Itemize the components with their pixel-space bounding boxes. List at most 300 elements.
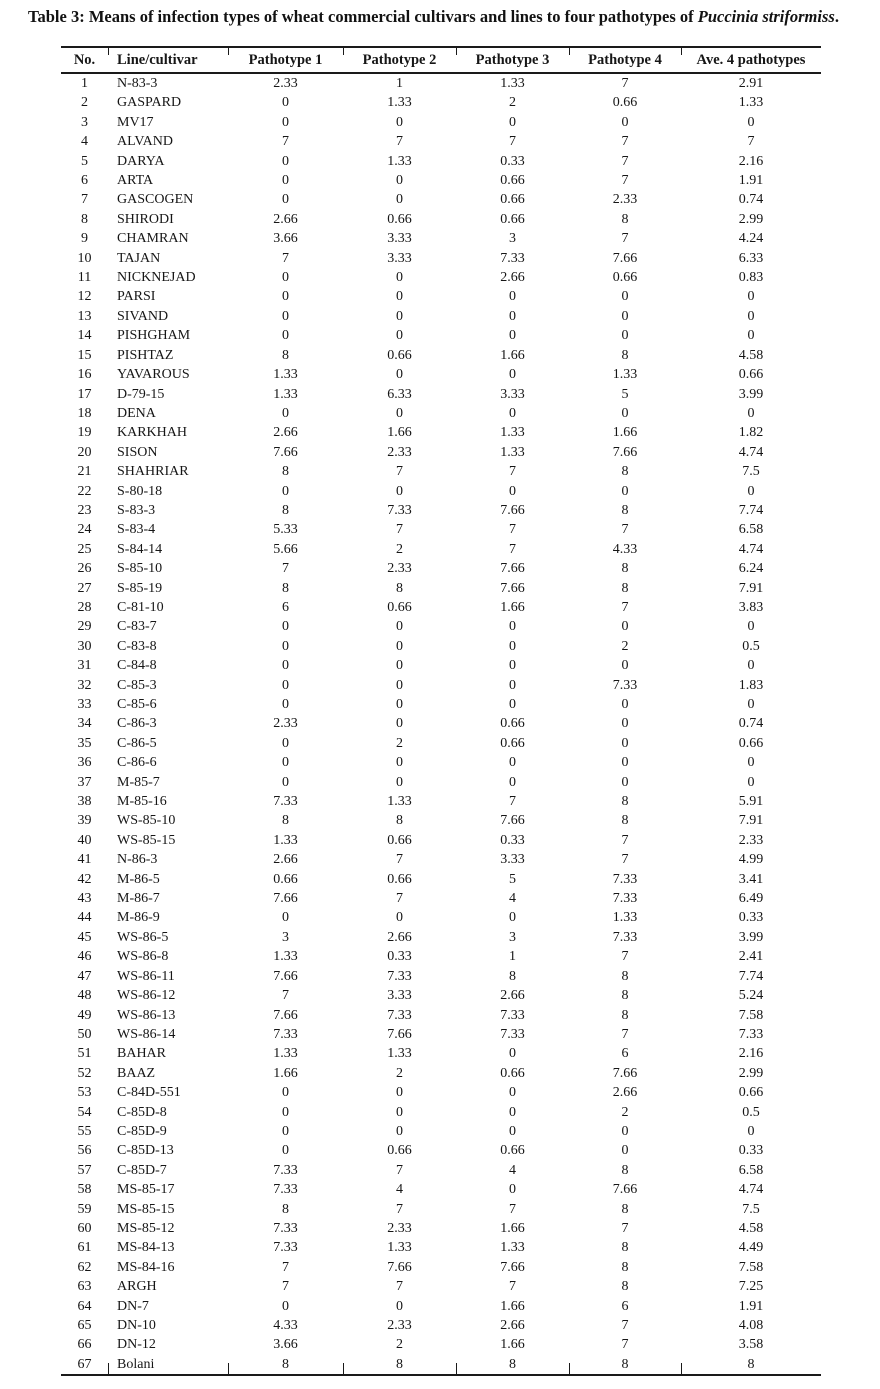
cell-pathotype-2: 8 (396, 580, 403, 596)
cell-pathotype-2: 0 (396, 114, 403, 130)
cell-pathotype-2: 1.33 (387, 1240, 412, 1256)
cell-ave-4-pathotypes: 6.24 (738, 561, 764, 577)
cell-ave-4-pathotypes: 2.99 (738, 211, 764, 227)
cell-pathotype-4: 8 (621, 1259, 629, 1275)
cell-pathotype-3: 0.66 (500, 211, 525, 227)
table-row (61, 579, 821, 598)
cell-no: 5 (81, 153, 88, 169)
cell-pathotype-2: 0 (396, 677, 403, 693)
cell-pathotype-1: 7.33 (273, 1220, 298, 1236)
cell-no: 18 (77, 405, 92, 421)
cell-pathotype-3: 1.66 (500, 1220, 525, 1236)
cell-no: 25 (77, 541, 92, 557)
cell-pathotype-3: 0 (509, 677, 516, 693)
table-row (61, 268, 821, 287)
cell-line-cultivar: M-86-9 (117, 910, 160, 926)
cell-pathotype-1: 8 (282, 502, 289, 518)
column-header-line-cultivar: Line/cultivar (108, 47, 228, 73)
cell-line-cultivar: ARTA (117, 173, 154, 189)
cell-pathotype-1: 7 (282, 561, 289, 577)
table-row (61, 210, 821, 229)
cell-ave-4-pathotypes: 2.16 (738, 1046, 764, 1062)
cell-ave-4-pathotypes: 2.91 (738, 76, 764, 91)
cell-pathotype-4: 0 (621, 289, 629, 305)
cell-ave-4-pathotypes: 0 (747, 114, 755, 130)
cell-pathotype-2: 8 (343, 1355, 456, 1375)
cell-pathotype-4: 8 (621, 813, 629, 829)
cell-pathotype-3: 1.66 (500, 347, 525, 363)
cell-line-cultivar: C-85-3 (117, 677, 157, 693)
table-row (61, 287, 821, 306)
cell-pathotype-1: 7 (282, 988, 289, 1004)
cell-no: 23 (77, 502, 92, 518)
cell-pathotype-2: 0.66 (387, 211, 412, 227)
column-header-pathotype-4: Pathotype 4 (569, 47, 681, 73)
table-row (61, 1335, 821, 1354)
cell-pathotype-2: 0 (396, 755, 403, 771)
cell-pathotype-2: 0 (396, 308, 403, 324)
cell-pathotype-1: 2.66 (273, 211, 298, 227)
cell-pathotype-2: 7.66 (387, 1026, 412, 1042)
cell-pathotype-4: 7.66 (612, 1065, 638, 1081)
column-header-pathotype-2: Pathotype 2 (343, 47, 456, 73)
cell-pathotype-1: 8 (282, 813, 289, 829)
cell-pathotype-4: 0 (621, 755, 629, 771)
cell-ave-4-pathotypes: 7.33 (738, 1026, 764, 1042)
table-row (61, 540, 821, 559)
cell-line-cultivar: MS-84-13 (117, 1240, 175, 1256)
cell-ave-4-pathotypes: 0 (747, 697, 755, 712)
cell-line-cultivar: GASCOGEN (117, 192, 194, 208)
cell-pathotype-1: 7 (282, 134, 289, 150)
cell-line-cultivar: WS-85-10 (117, 813, 176, 829)
cell-pathotype-1: 0 (282, 735, 289, 751)
cell-pathotype-4: 0 (621, 114, 629, 130)
cell-line-cultivar: WS-86-14 (117, 1026, 176, 1042)
cell-pathotype-3: 7.33 (500, 1007, 525, 1023)
cell-line-cultivar: TAJAN (117, 250, 161, 266)
cell-ave-4-pathotypes: 3.99 (738, 929, 764, 945)
cell-pathotype-3: 0 (509, 638, 516, 654)
cell-pathotype-3: 0 (509, 308, 516, 324)
cell-ave-4-pathotypes: 0.33 (738, 910, 764, 926)
table-row (61, 1219, 821, 1238)
cell-line-cultivar: PISHTAZ (117, 347, 174, 363)
cell-pathotype-1: 2.33 (273, 76, 298, 91)
cell-line-cultivar: YAVAROUS (117, 367, 190, 383)
cell-pathotype-3: 0.66 (500, 1143, 525, 1159)
cell-pathotype-2: 0 (396, 697, 403, 712)
cell-line-cultivar: WS-86-11 (117, 968, 175, 984)
cell-no: 59 (77, 1201, 92, 1217)
cell-pathotype-2: 7.66 (387, 1259, 412, 1275)
cell-line-cultivar: MS-85-17 (117, 1182, 175, 1198)
cell-ave-4-pathotypes: 4.24 (738, 231, 764, 247)
table-row (61, 617, 821, 636)
cell-pathotype-3: 5 (509, 871, 516, 887)
cell-line-cultivar: DENA (117, 405, 156, 421)
cell-ave-4-pathotypes: 1.91 (738, 173, 764, 189)
cell-pathotype-3: 0.66 (500, 716, 525, 732)
cell-ave-4-pathotypes: 7.91 (738, 813, 764, 829)
cell-pathotype-3: 7 (509, 794, 516, 810)
cell-line-cultivar: MV17 (117, 114, 154, 130)
cell-pathotype-4: 7 (621, 231, 629, 247)
cell-pathotype-2: 2 (396, 1337, 403, 1353)
cell-no: 35 (77, 735, 92, 751)
cell-pathotype-2: 2.66 (387, 929, 412, 945)
cell-pathotype-3: 2.66 (500, 1318, 525, 1333)
cell-line-cultivar: NICKNEJAD (117, 270, 196, 286)
cell-pathotype-2: 2.33 (387, 1318, 412, 1333)
table-title-main: Table 3: Means of infection types of wheat commercial cultivars and lines to four pathotypes of (28, 7, 698, 26)
cell-pathotype-3: 0 (509, 328, 516, 344)
table-row (61, 152, 821, 171)
cell-pathotype-2: 0 (396, 192, 403, 208)
cell-pathotype-2: 0 (396, 774, 403, 790)
cell-pathotype-2: 0.66 (387, 871, 412, 887)
cell-pathotype-1: 7.66 (273, 444, 298, 460)
cell-pathotype-3: 0 (509, 1046, 516, 1062)
cell-pathotype-2: 0 (396, 289, 403, 305)
cell-ave-4-pathotypes: 3.83 (738, 599, 764, 615)
cell-no: 64 (77, 1298, 92, 1314)
cell-pathotype-1: 7.66 (273, 891, 298, 907)
cell-pathotype-2: 0.66 (387, 832, 412, 848)
cell-pathotype-4: 7 (621, 173, 629, 189)
cell-ave-4-pathotypes: 0 (747, 289, 755, 305)
cell-no: 13 (77, 308, 92, 324)
cell-line-cultivar: ALVAND (117, 134, 174, 150)
table-row (61, 637, 821, 656)
cell-pathotype-1: 2.66 (273, 852, 298, 868)
table-row (61, 1044, 821, 1063)
cell-pathotype-4: 7 (621, 1026, 629, 1042)
cell-line-cultivar: Bolani (108, 1355, 228, 1375)
cell-no: 61 (77, 1240, 92, 1256)
cell-pathotype-1: 4.33 (273, 1318, 298, 1333)
cell-pathotype-4: 0 (621, 697, 629, 712)
cell-line-cultivar: C-85D-9 (117, 1123, 167, 1139)
cell-no: 30 (77, 638, 92, 654)
table-row (61, 1297, 821, 1316)
cell-pathotype-4: 7 (621, 599, 629, 615)
cell-pathotype-3: 2 (509, 95, 516, 111)
cell-pathotype-4: 8 (621, 988, 629, 1004)
table-row (61, 132, 821, 151)
cell-pathotype-4: 6 (621, 1298, 629, 1314)
cell-pathotype-2: 2 (396, 1065, 403, 1081)
cell-pathotype-1: 0 (282, 619, 289, 635)
cell-pathotype-4: 0 (621, 328, 629, 344)
cell-pathotype-2: 7.33 (387, 968, 412, 984)
cell-pathotype-3: 3 (509, 929, 516, 945)
cell-ave-4-pathotypes: 7 (747, 134, 755, 150)
cell-pathotype-3: 0 (509, 774, 516, 790)
table-row (61, 93, 821, 112)
cell-ave-4-pathotypes: 7.74 (738, 968, 764, 984)
column-header-pathotype-1: Pathotype 1 (228, 47, 343, 73)
table-row (61, 1006, 821, 1025)
cell-no: 60 (77, 1220, 92, 1236)
cell-pathotype-4: 8 (621, 211, 629, 227)
cell-ave-4-pathotypes: 5.91 (738, 794, 764, 810)
cell-no: 47 (77, 968, 92, 984)
cell-ave-4-pathotypes: 7.74 (738, 502, 764, 518)
cell-no: 58 (77, 1182, 92, 1198)
cell-pathotype-1: 0 (282, 1104, 289, 1120)
cell-pathotype-2: 7 (396, 522, 403, 538)
cell-pathotype-3: 0.66 (500, 735, 525, 751)
table-title-period: . (834, 7, 839, 26)
cell-line-cultivar: S-85-19 (117, 580, 163, 596)
cell-ave-4-pathotypes: 0.5 (742, 638, 760, 654)
cell-pathotype-3: 7 (509, 1279, 516, 1295)
cell-pathotype-2: 4 (396, 1182, 403, 1198)
table-row (61, 811, 821, 830)
cell-pathotype-2: 7 (396, 464, 403, 480)
cell-pathotype-3: 0 (509, 405, 516, 421)
cell-pathotype-1: 0 (282, 638, 289, 654)
cell-pathotype-4: 8 (621, 464, 629, 480)
cell-ave-4-pathotypes: 1.91 (738, 1298, 764, 1314)
cell-no: 36 (77, 755, 92, 771)
cell-ave-4-pathotypes: 0 (747, 755, 755, 771)
cell-pathotype-4: 2.66 (612, 1085, 638, 1101)
cell-no: 66 (77, 1337, 92, 1353)
table-row (61, 326, 821, 345)
cell-pathotype-3: 7.33 (500, 1026, 525, 1042)
cell-ave-4-pathotypes: 2.41 (738, 949, 764, 965)
cell-pathotype-4: 7.33 (612, 677, 638, 693)
cell-no: 22 (77, 483, 92, 499)
cell-pathotype-1: 1.33 (273, 386, 298, 402)
cell-pathotype-3: 0 (509, 367, 516, 383)
cell-pathotype-2: 0.66 (387, 347, 412, 363)
table-row (61, 482, 821, 501)
cell-pathotype-4: 5 (621, 386, 629, 402)
column-header-ave-4-pathotypes: Ave. 4 pathotypes (681, 47, 821, 73)
cell-no: 67 (61, 1355, 108, 1375)
table-row (61, 734, 821, 753)
cell-ave-4-pathotypes: 0 (747, 308, 755, 324)
cell-ave-4-pathotypes: 7.58 (738, 1007, 764, 1023)
cell-ave-4-pathotypes: 0.66 (738, 367, 764, 383)
cell-pathotype-2: 7 (396, 852, 403, 868)
cell-line-cultivar: SIVAND (117, 308, 169, 324)
cell-line-cultivar: ARGH (117, 1279, 157, 1295)
column-header-no: No. (61, 47, 108, 73)
cell-pathotype-3: 7 (509, 464, 516, 480)
cell-ave-4-pathotypes: 0 (747, 774, 755, 790)
cell-pathotype-2: 0 (396, 1123, 403, 1139)
cell-pathotype-4: 8 (621, 1201, 629, 1217)
cell-ave-4-pathotypes: 8 (681, 1355, 821, 1375)
cell-pathotype-1: 7.33 (273, 1162, 298, 1178)
cell-pathotype-4: 8 (621, 347, 629, 363)
cell-pathotype-4: 8 (621, 561, 629, 577)
cell-pathotype-4: 1.33 (612, 910, 638, 926)
cell-line-cultivar: C-84-8 (117, 658, 157, 674)
cell-line-cultivar: D-79-15 (117, 386, 165, 402)
cell-no: 15 (77, 347, 92, 363)
cell-pathotype-2: 0 (396, 328, 403, 344)
cell-pathotype-1: 0 (282, 270, 289, 286)
cell-pathotype-2: 3.33 (387, 231, 412, 247)
cell-pathotype-4: 0 (621, 658, 629, 674)
cell-no: 6 (81, 173, 88, 189)
cell-line-cultivar: DN-7 (117, 1298, 149, 1314)
cell-no: 4 (81, 134, 88, 150)
cell-ave-4-pathotypes: 4.49 (738, 1240, 764, 1256)
table-row (61, 404, 821, 423)
cell-line-cultivar: BAAZ (117, 1065, 156, 1081)
cell-pathotype-2: 7 (396, 134, 403, 150)
table-row (61, 171, 821, 190)
cell-no: 14 (77, 328, 92, 344)
cell-no: 50 (77, 1026, 92, 1042)
cell-pathotype-3: 0 (509, 114, 516, 130)
cell-line-cultivar: KARKHAH (117, 425, 187, 441)
cell-pathotype-4: 7 (621, 1220, 629, 1236)
cell-ave-4-pathotypes: 3.41 (738, 871, 764, 887)
cell-pathotype-2: 7.33 (387, 1007, 412, 1023)
cell-pathotype-4: 8 (621, 794, 629, 810)
cell-line-cultivar: GASPARD (117, 95, 182, 111)
table-row (61, 1277, 821, 1296)
cell-pathotype-3: 1.33 (500, 425, 525, 441)
cell-ave-4-pathotypes: 0.66 (738, 1085, 764, 1101)
cell-ave-4-pathotypes: 4.74 (738, 1182, 764, 1198)
header-row (61, 47, 821, 73)
cell-ave-4-pathotypes: 2.99 (738, 1065, 764, 1081)
cell-pathotype-3: 7.66 (500, 580, 525, 596)
cell-pathotype-1: 1.66 (273, 1065, 298, 1081)
cell-pathotype-1: 0 (282, 755, 289, 771)
cell-ave-4-pathotypes: 7.25 (738, 1279, 764, 1295)
cell-pathotype-4: 0 (621, 483, 629, 499)
cell-line-cultivar: C-86-5 (117, 735, 157, 751)
cell-pathotype-3: 1 (509, 949, 516, 965)
cell-pathotype-2: 2 (396, 735, 403, 751)
table-row (61, 773, 821, 792)
cell-no: 40 (77, 832, 92, 848)
cell-pathotype-4: 0 (621, 716, 629, 732)
cell-pathotype-1: 8 (282, 580, 289, 596)
cell-ave-4-pathotypes: 4.74 (738, 444, 764, 460)
cell-pathotype-1: 7.33 (273, 1182, 298, 1198)
table-row (61, 1238, 821, 1257)
cell-pathotype-3: 1.66 (500, 1337, 525, 1353)
cell-pathotype-4: 8 (569, 1355, 681, 1375)
cell-no: 3 (81, 114, 88, 130)
cell-pathotype-4: 7.33 (612, 929, 638, 945)
cell-ave-4-pathotypes: 0.74 (738, 716, 764, 732)
cell-line-cultivar: DN-10 (117, 1318, 156, 1333)
cell-no: 33 (77, 697, 92, 712)
cell-no: 39 (77, 813, 92, 829)
cell-line-cultivar: MS-84-16 (117, 1259, 175, 1275)
cell-pathotype-3: 0.33 (500, 832, 525, 848)
cell-ave-4-pathotypes: 3.58 (738, 1337, 764, 1353)
cell-pathotype-2: 7.33 (387, 502, 412, 518)
cell-ave-4-pathotypes: 0.83 (738, 270, 764, 286)
table-row (61, 656, 821, 675)
cell-line-cultivar: DARYA (117, 153, 165, 169)
cell-line-cultivar: BAHAR (117, 1046, 167, 1062)
cell-pathotype-1: 5.33 (273, 522, 298, 538)
cell-pathotype-3: 7.66 (500, 561, 525, 577)
cell-line-cultivar: C-85D-7 (117, 1162, 167, 1178)
table-row (61, 346, 821, 365)
cell-pathotype-2: 0 (396, 1085, 403, 1101)
cell-pathotype-1: 0 (282, 308, 289, 324)
table-row (61, 1064, 821, 1083)
cell-line-cultivar: WS-86-13 (117, 1007, 176, 1023)
table-row (61, 967, 821, 986)
cell-ave-4-pathotypes: 2.33 (738, 832, 764, 848)
cell-no: 51 (77, 1046, 92, 1062)
cell-pathotype-3: 0 (509, 289, 516, 305)
cell-pathotype-3: 3.33 (500, 386, 525, 402)
cell-pathotype-3: 7.66 (500, 813, 525, 829)
cell-pathotype-3: 7.33 (500, 250, 525, 266)
cell-pathotype-4: 7 (621, 522, 629, 538)
cell-pathotype-1: 1.33 (273, 949, 298, 965)
table-row (61, 249, 821, 268)
cell-pathotype-1: 7 (282, 1259, 289, 1275)
cell-pathotype-3: 0 (509, 1085, 516, 1101)
cell-pathotype-4: 8 (621, 502, 629, 518)
cell-pathotype-1: 6 (282, 599, 289, 615)
cell-pathotype-1: 0 (282, 697, 289, 712)
cell-pathotype-2: 0 (396, 405, 403, 421)
cell-pathotype-3: 2.66 (500, 270, 525, 286)
cell-ave-4-pathotypes: 4.99 (738, 852, 764, 868)
table-row (61, 1122, 821, 1141)
cell-no: 8 (81, 211, 88, 227)
cell-pathotype-4: 8 (621, 1240, 629, 1256)
cell-pathotype-2: 7 (396, 891, 403, 907)
cell-pathotype-2: 1.33 (387, 153, 412, 169)
cell-pathotype-2: 0 (396, 1298, 403, 1314)
cell-pathotype-4: 2 (621, 1104, 629, 1120)
cell-pathotype-3: 0.66 (500, 1065, 525, 1081)
cell-pathotype-1: 8 (282, 464, 289, 480)
cell-no: 48 (77, 988, 92, 1004)
cell-line-cultivar: M-85-16 (117, 794, 167, 810)
cell-line-cultivar: PARSI (117, 289, 156, 305)
cell-ave-4-pathotypes: 1.33 (738, 95, 764, 111)
cell-pathotype-4: 1.33 (612, 367, 638, 383)
table-row (61, 1180, 821, 1199)
cell-ave-4-pathotypes: 6.58 (738, 522, 764, 538)
cell-pathotype-1: 7.33 (273, 794, 298, 810)
cell-pathotype-2: 2 (396, 541, 403, 557)
cell-pathotype-4: 7.66 (612, 1182, 638, 1198)
cell-pathotype-3: 7 (509, 1201, 516, 1217)
cell-pathotype-1: 7.66 (273, 1007, 298, 1023)
cell-no: 31 (77, 658, 92, 674)
cell-pathotype-4: 8 (621, 1007, 629, 1023)
cell-pathotype-2: 0 (396, 619, 403, 635)
cell-pathotype-4: 0 (621, 308, 629, 324)
cell-pathotype-2: 0.33 (387, 949, 412, 965)
cell-ave-4-pathotypes: 7.5 (742, 464, 760, 480)
table-row (61, 462, 821, 481)
cell-no: 7 (81, 192, 88, 208)
column-header-pathotype-3: Pathotype 3 (456, 47, 569, 73)
